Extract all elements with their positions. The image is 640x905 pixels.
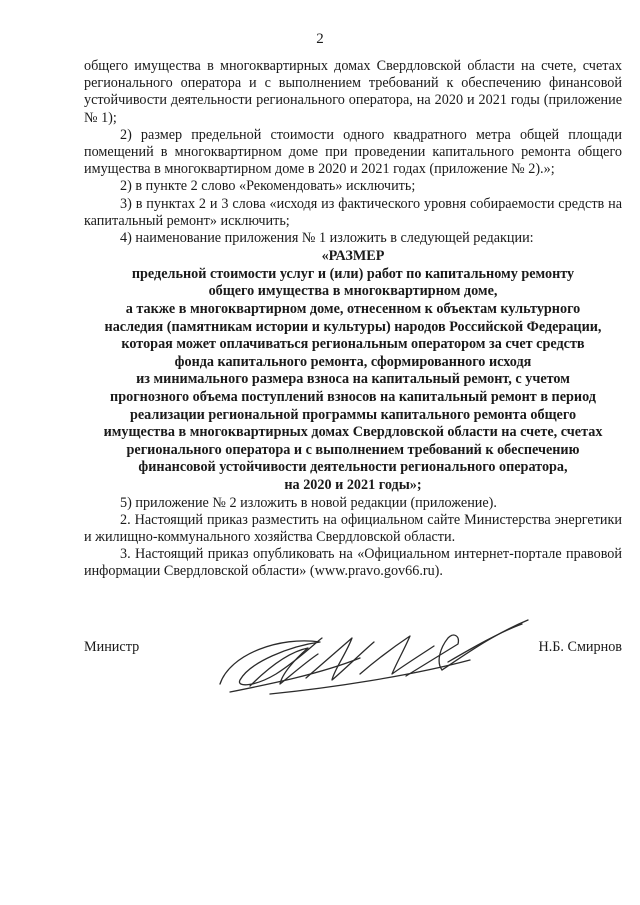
appendix-title-line: реализации региональной программы капитального ремонта общего	[129, 406, 577, 423]
paragraph-item-5-appendix-2: 5) приложение № 2 изложить в новой редакции (приложение).	[120, 494, 497, 511]
appendix-title-line: а также в многоквартирном доме, отнесенном к объектам культурного	[125, 301, 581, 318]
appendix-title-line: из минимального размера взноса на капитальный ремонт, с учетом	[136, 371, 570, 388]
appendix-title-line: «РАЗМЕР	[321, 248, 385, 265]
document-body	[84, 58, 622, 581]
paragraph-continuation: общего имущества в многоквартирных домах Свердловской области на счете, счетах регионального оператора и с выполнением требований к обеспечению финансовой устойчивости деятельности регионального оператора, на 2020 и 2021 годы (приложение № 1);	[84, 58, 622, 126]
paragraph-item-4-rename-appendix: 4) наименование приложения № 1 изложить в следующей редакции:	[120, 230, 534, 247]
signatory-name: Н.Б. Смирнов	[538, 639, 622, 655]
signatory-title: Министр	[84, 639, 140, 655]
paragraph-item-2-exclude-word: 2) в пункте 2 слово «Рекомендовать» исключить;	[120, 178, 416, 195]
appendix-title-line: имущества в многоквартирных домах Свердловской области на счете, счетах	[103, 424, 603, 441]
appendix-title-block	[84, 248, 622, 494]
signature-block	[84, 636, 622, 716]
appendix-title-line: регионального оператора и с выполнением требований к обеспечению	[126, 441, 580, 458]
paragraph-item-3-exclude-words: 3) в пунктах 2 и 3 слова «исходя из фактического уровня собираемости средств на капитальный ремонт» исключить;	[84, 195, 622, 229]
appendix-title-line: наследия (памятникам истории и культуры) народов Российской Федерации,	[104, 318, 602, 335]
page-number: 2	[316, 31, 324, 47]
appendix-title-line: которая может оплачиваться региональным оператором за счет средств	[121, 336, 585, 353]
appendix-title-line: фонда капитального ремонта, сформированного исходя	[174, 353, 532, 370]
handwritten-signature	[210, 614, 540, 704]
paragraph-item-2-size: 2) размер предельной стоимости одного квадратного метра общей площади помещений в многоквартирном доме при проведении капитального ремонта общего имущества в многоквартирном доме в 2020 и 2021 годах (приложение № 2).»;	[84, 126, 622, 178]
paragraph-publish-site: 2. Настоящий приказ разместить на официальном сайте Министерства энергетики и жилищно-коммунального хозяйства Свердловской области.	[84, 511, 622, 545]
paragraph-publish-portal: 3. Настоящий приказ опубликовать на «Официальном интернет-портале правовой информации Свердловской области» (www.pravo.gov66.ru).	[84, 546, 622, 580]
appendix-title-line: предельной стоимости услуг и (или) работ по капитальному ремонту	[131, 265, 575, 282]
appendix-title-line: на 2020 и 2021 годы»;	[284, 476, 422, 493]
appendix-title-line: финансовой устойчивости деятельности регионального оператора,	[138, 459, 568, 476]
appendix-title-line: прогнозного объема поступлений взносов на капитальный ремонт в период	[110, 388, 596, 405]
appendix-title-line: общего имущества в многоквартирном доме,	[208, 283, 498, 300]
